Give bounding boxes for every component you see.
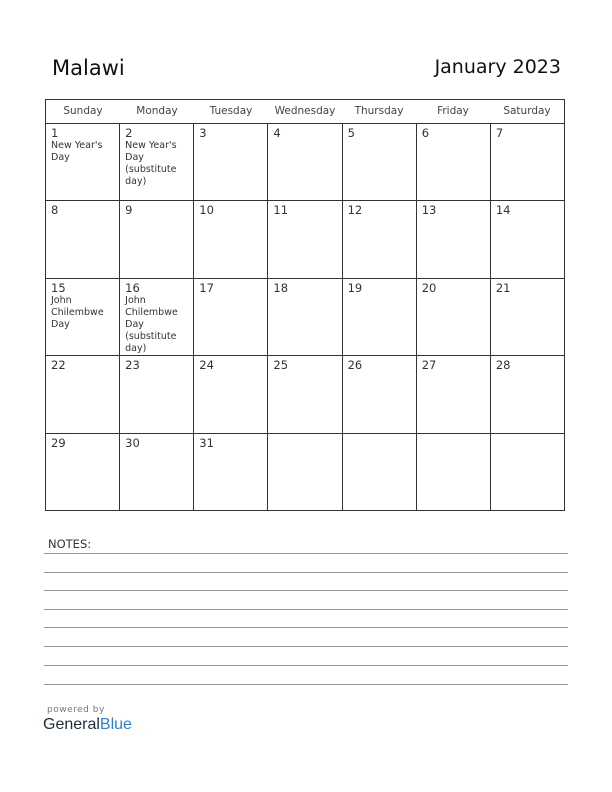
week-row-1 [46,124,564,201]
day-cell [491,124,564,200]
day-cell [46,201,120,277]
note-line [44,665,568,666]
day-cell [120,201,194,277]
day-number: 14 [495,203,511,218]
day-number: 17 [199,280,214,295]
day-cell [268,201,342,277]
day-number: 27 [421,358,437,373]
day-cell [491,201,564,277]
day-cell [46,279,120,355]
note-line [44,684,568,685]
day-cell [46,124,120,200]
day-cell [343,434,417,511]
note-line [44,590,568,591]
month-year-title: January 2023 [434,56,561,78]
calendar-grid [45,99,565,511]
powered-by-text: powered by [47,705,105,715]
day-number: 13 [421,203,437,218]
holiday-label: New Year's Day [51,140,103,163]
weekday-saturday: Saturday [503,105,551,117]
day-cell [491,434,564,511]
day-number: 18 [273,280,289,295]
day-number: 21 [495,280,511,295]
week-row-3 [46,279,564,356]
day-cell [491,356,564,432]
brand-general-text: General [43,716,100,733]
note-line [44,553,568,554]
day-cell [120,356,194,432]
day-cell [268,434,342,511]
day-number: 4 [273,126,281,140]
day-number: 9 [125,203,133,218]
week-row-4 [46,356,564,433]
note-line [44,572,568,573]
day-cell [46,434,120,511]
day-number: 3 [199,126,207,140]
brand-blue-text: Blue [99,716,132,733]
day-number: 25 [273,358,289,373]
weekday-wednesday: Wednesday [274,105,336,117]
day-cell [417,124,491,200]
day-cell [120,279,194,355]
day-cell [417,279,491,355]
day-cell [343,201,417,277]
day-number: 26 [347,358,363,373]
day-number: 1 [51,126,59,140]
holiday-label: John Chilembwe Day [51,294,104,330]
weekday-friday: Friday [437,105,469,117]
day-cell [46,356,120,432]
day-number: 7 [495,126,504,140]
day-cell [194,279,268,355]
day-cell [268,279,342,355]
day-number: 23 [125,358,140,373]
weekday-header-row [46,100,564,124]
day-cell [120,434,194,511]
weekday-monday: Monday [136,105,178,117]
day-number: 10 [199,203,214,218]
holiday-label: New Year's Day (substitute day) [125,140,177,187]
holiday-label: John Chilembwe Day (substitute day) [125,294,178,354]
day-number: 6 [421,126,430,140]
day-number: 19 [347,280,363,295]
note-line [44,609,568,610]
weekday-tuesday: Tuesday [209,105,253,117]
day-cell [343,356,417,432]
day-cell [417,356,491,432]
day-number: 31 [199,435,214,450]
week-row-5 [46,434,564,511]
day-cell [268,356,342,432]
notes-label: NOTES: [48,537,92,551]
day-number: 28 [495,358,511,373]
day-number: 15 [51,280,66,295]
country-title: Malawi [52,56,125,80]
day-number: 22 [51,358,66,373]
day-cell [194,434,268,511]
day-cell [194,124,268,200]
day-number: 11 [273,203,289,218]
day-number: 12 [347,203,363,218]
day-number: 2 [125,126,133,140]
day-cell [194,201,268,277]
day-cell [343,124,417,200]
week-row-2 [46,201,564,278]
day-cell [417,201,491,277]
day-cell [120,124,194,200]
day-number: 20 [421,280,437,295]
day-cell [343,279,417,355]
day-number: 30 [125,435,140,450]
note-line [44,646,568,647]
day-cell [268,124,342,200]
note-line [44,627,568,628]
day-cell [491,279,564,355]
day-number: 16 [125,280,140,295]
weekday-thursday: Thursday [354,105,404,117]
day-number: 8 [51,203,59,218]
day-number: 29 [51,435,66,450]
day-cell [417,434,491,511]
weekday-sunday: Sunday [63,105,103,117]
day-number: 24 [199,358,214,373]
day-number: 5 [347,126,355,140]
generalblue-logo[interactable] [43,716,132,734]
day-cell [194,356,268,432]
